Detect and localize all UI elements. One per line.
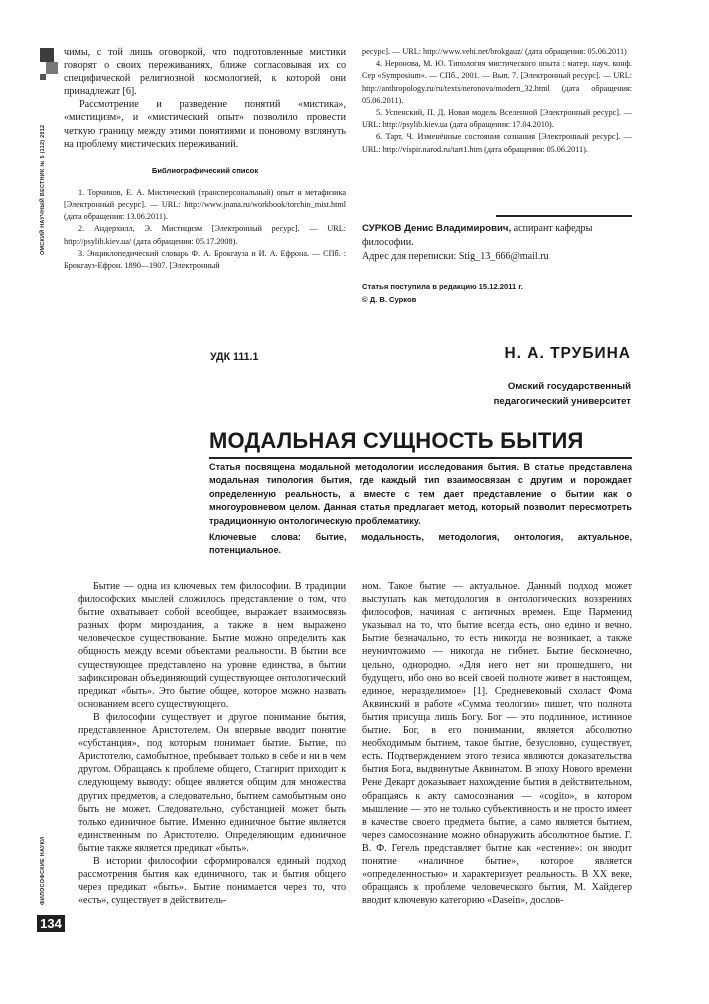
received-date: Статья поступила в редакцию 15.12.2011 г. xyxy=(362,282,523,291)
journal-running-head: ОМСКИЙ НАУЧНЫЙ ВЕСТНИК № 5 (112) 2012 xyxy=(40,124,46,255)
paragraph: Бытие — одна из ключевых тем философии. В традиции философских мыслей сложилось представление о том, что бытие охватывает собой всеобщее, выражает взаимосвязь разных форм мироздания, а также в нем выражено человеческое существование. Бытие можно определить как общность между всеми объектами реальности. В бытии все существующее представлено на уровне единства, в бытии зафиксирован объединяющий существующее онтологический предикат «быть». Это бытие общее, которое можно назвать основанием всего существующего. xyxy=(78,581,346,710)
copyright: © Д. В. Сурков xyxy=(362,295,417,304)
affiliation-line: Омский государственный xyxy=(507,381,631,392)
author-divider xyxy=(496,215,632,217)
keywords: Ключевые слова: бытие, модальность, методология, онтология, актуальное, потенциальное. xyxy=(209,532,632,556)
article-title: МОДАЛЬНАЯ СУЩНОСТЬ БЫТИЯ xyxy=(209,428,584,453)
bibliography-item: 1. Торчинов, Е. А. Мистический (трансперсональный) опыт и метафизика [Электронный ресурс]. — URL: http://www.jnana.ru/workbook/torchin_mist.html (дата обращения: 13.06.2011). xyxy=(64,187,346,222)
author-info xyxy=(362,222,634,306)
paragraph: В философии существует и другое понимание бытия, представленное Аристотелем. Он впервые вводит понятие «субстанция», под которым понимает бытие. Бытие, по Аристотелю, самобытное, пребывает только в себе и ни в чем другом. Обращаясь к проблеме общего, Стагирит приходит к следующему выводу: общее является общим для множества других предметов, а следовательно, бытием самобытным оно быть не может. Следовательно, субстанцией может быть только единичное бытие. Именно единичное бытие является единственным по Аристотелю. Определяющим единичное бытие также является предикат «быть». xyxy=(78,711,346,854)
sidebar-square xyxy=(40,48,54,62)
bibliography-item: 3. Энциклопедический словарь Ф. А. Брокгауза и И. А. Ефрона. — СПб. : Брокгауз-Ефрон. 1890—1907. [Электронный xyxy=(64,248,346,270)
sidebar-square xyxy=(40,74,46,80)
affiliation-line: педагогический университет xyxy=(493,396,631,407)
affiliation xyxy=(494,379,631,409)
page-number: 134 xyxy=(37,915,65,932)
title-underline xyxy=(209,457,632,459)
section-running-head: ФИЛОСОФСКИЕ НАУКИ xyxy=(40,836,46,905)
previous-article-left-column xyxy=(64,46,346,272)
author-role: аспирант кафедры философии. xyxy=(362,223,593,248)
abstract-block xyxy=(209,461,632,558)
bibliography-item: 2. Андерхилл, Э. Мистицизм [Электронный ресурс]. — URL: http://psylib.kiev.ua/ (дата обращения: 05.17.2008). xyxy=(64,224,346,246)
body-right-column xyxy=(362,580,632,907)
body-left-column xyxy=(78,580,346,907)
paragraph: Рассмотрение и разведение понятий «мистика», «мистицизм», и «мистический опыт» позволило провести четкую границу между этими понятиями и поновому взглянуть на проблему мистических переживаний. xyxy=(64,99,346,150)
author-line xyxy=(362,222,634,250)
paragraph: В истории философии сформировался единый подход рассмотрения бытия как единичного, так и бытия общего через предикат «быть». Бытие понимается через то, что «есть», существует в действитель- xyxy=(78,855,346,907)
bibliography-heading: Библиографический список xyxy=(151,165,259,175)
abstract: Статья посвящена модальной методологии исследования бытия. В статье представлена модальная типология бытия, где каждый тип взаимосвязан с другим и порождает определенную реальность, а вместе с тем дает представление о бытии как о многоуровневом целом. Данная статья предлагает метод, который позволит пересмотреть традиционную онтологическую проблематику. xyxy=(209,462,632,526)
udk-code: УДК 111.1 xyxy=(210,351,259,363)
bibliography-item: 5. Успенский, П. Д. Новая модель Вселенной [Электронный ресурс]. — URL: http://psylib.kiev.ua (дата обращения: 17.04.2010). xyxy=(362,108,632,130)
bibliography-item: 6. Тарт, Ч. Изменённые состояния сознания [Электронный ресурс]. — URL: http://vispir.narod.ru/tart1.htm (дата обращения: 05.06.2011). xyxy=(362,132,632,154)
contact-address: Адрес для переписки: Stig_13_666@mail.ru xyxy=(362,251,549,262)
bibliography-item: 4. Неронова, М. Ю. Типология мистического опыта : матер. науч. конф. Сер «Symposium». — СПб., 2001. — Вып. 7. [Электронный ресурс]. — URL: http://anthropology.ru/ru/texts/neronova/modern_32.html (дата обращения: 05.06.2011). xyxy=(362,59,632,105)
author-name: СУРКОВ Денис Владимирович, xyxy=(362,223,512,234)
paragraph: чимы, с той лишь оговоркой, что подготовленные мистики говорят о своих переживаниях, ближе согласовывая их со специфической религиозной космологией, к которой они принадлежат [6]. xyxy=(64,47,346,98)
sidebar-square xyxy=(46,62,58,74)
paragraph: ном. Такое бытие — актуальное. Данный подход может выступать как методология в онтологических воззрениях философов, начиная с античных времен. Еще Парменид указывал на то, что бытие всегда есть, оно едино и вечно. Бытие безначально, то есть никогда не возникает, а также неуничтожимо — никогда не гибнет. Бытие бесконечно, цельно, однородно. «Для него нет ни прошедшего, ни будущего, ибо оно во всей своей полноте живет в настоящем, единое, неразделимое» [1]. Средневековый схоласт Фома Аквинский в работе «Сумма теологии» пишет, что полнота бытия присуща лишь Богу. Бог — это подлинное, истинное бытие. Бог, в его понимании, является абсолютно необходимым бытием, такое бытие, безусловно, существует, есть. Подтверждением этого тезиса являются доказательства бытия Бога, выдвинутые Аквинатом. В эпоху Нового времени Рене Декарт доказывает нахождение бытия в действительном, обращаясь к акту самосознания — «cogito», в котором мышление — это не только субъективность и не просто имеет в качестве своего предмета бытие, а само является бытием, через самосознание можно обнаружить абсолютное бытие. Г. В. Ф. Гегель представляет бытие как «естение»: он вводит понятие «наличное бытие», которое является «определенностью» и характеризует реальность. В XX веке, обращаясь к проблеме человеческого бытия, М. Хайдегер вводит ключевую категорию «Dasein», дослов- xyxy=(362,581,632,907)
bibliography-item: ресурс]. — URL: http://www.vehi.net/brokgauz/ (дата обращения: 05.06.2011) xyxy=(362,47,627,56)
article-author: Н. А. ТРУБИНА xyxy=(504,345,631,362)
previous-article-right-column xyxy=(362,46,632,156)
